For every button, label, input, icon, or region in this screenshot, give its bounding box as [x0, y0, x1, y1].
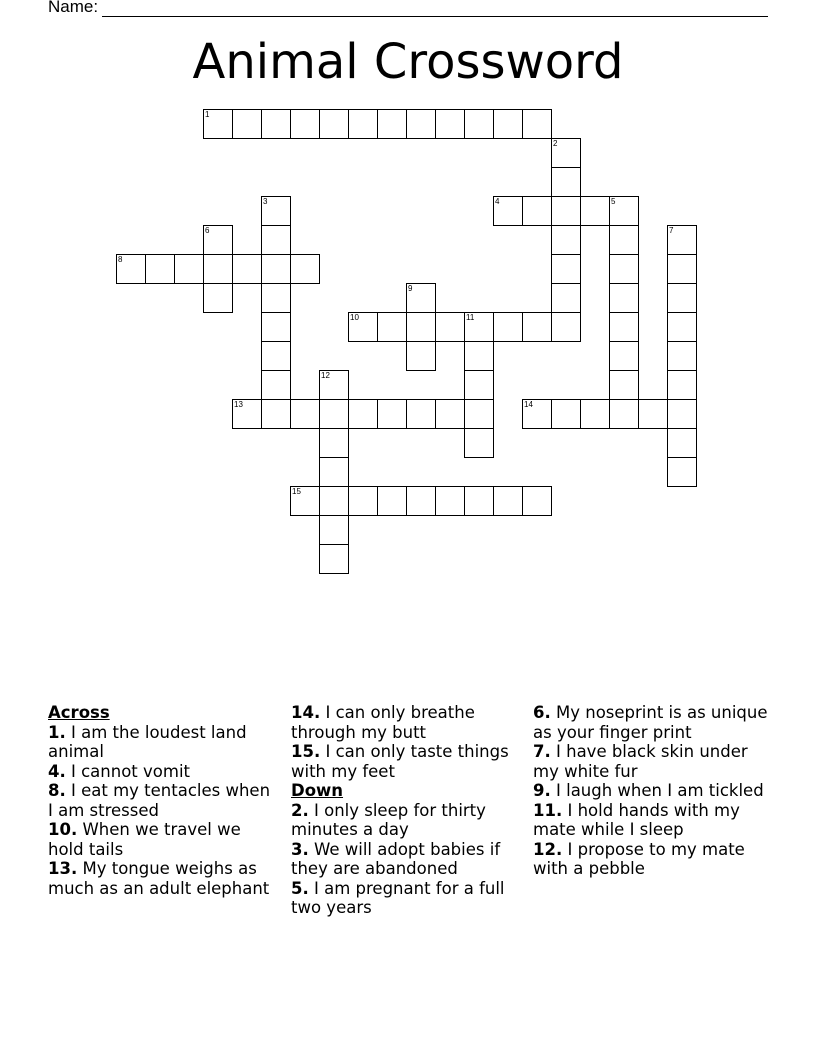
grid-cell[interactable] [319, 457, 349, 487]
clue-number: 8. [48, 781, 66, 800]
grid-cell[interactable] [493, 312, 523, 342]
grid-cell[interactable] [406, 283, 436, 313]
grid-cell[interactable] [609, 225, 639, 255]
grid-cell[interactable] [261, 399, 291, 429]
clue-number: 9. [533, 781, 551, 800]
clue-text: I can only taste things with my feet [291, 742, 509, 781]
grid-cell[interactable] [667, 399, 697, 429]
grid-cell[interactable] [522, 486, 552, 516]
clue-number: 1 [205, 110, 210, 119]
clue-across-14 [291, 703, 521, 742]
clue-text: We will adopt babies if they are abandoned [291, 839, 501, 878]
grid-cell[interactable] [319, 428, 349, 458]
clue-across-8 [48, 781, 278, 820]
grid-cell[interactable] [406, 486, 436, 516]
grid-cell[interactable] [493, 196, 523, 226]
clue-number: 15 [292, 487, 301, 496]
grid-cell[interactable] [551, 225, 581, 255]
grid-cell[interactable] [319, 399, 349, 429]
grid-cell[interactable] [377, 312, 407, 342]
clue-text: I propose to my mate with a pebble [533, 839, 745, 878]
clue-number: 10 [350, 313, 359, 322]
clue-across-15 [291, 742, 521, 781]
grid-cell[interactable] [667, 312, 697, 342]
clue-number: 15. [291, 742, 321, 761]
across-heading: Across [48, 703, 110, 722]
grid-cell[interactable] [667, 370, 697, 400]
grid-cell[interactable] [522, 312, 552, 342]
grid-cell[interactable] [406, 399, 436, 429]
grid-cell[interactable] [667, 341, 697, 371]
clue-number: 14 [524, 400, 533, 409]
clue-down-7 [533, 742, 773, 781]
clue-number: 8 [118, 255, 123, 264]
name-line[interactable] [102, 2, 768, 17]
grid-cell[interactable] [464, 312, 494, 342]
clue-number: 5. [291, 878, 309, 898]
grid-cell[interactable] [464, 109, 494, 139]
clue-number: 3. [291, 839, 309, 859]
down-heading: Down [291, 781, 344, 800]
clue-number: 12 [321, 371, 330, 380]
clue-number: 6 [205, 226, 210, 235]
grid-cell[interactable] [290, 399, 320, 429]
clue-text: I eat my tentacles when I am stressed [48, 781, 271, 820]
grid-cell[interactable] [464, 370, 494, 400]
clue-down-6 [533, 703, 773, 742]
grid-cell[interactable] [290, 486, 320, 516]
grid-cell[interactable] [667, 428, 697, 458]
clues-column-2 [291, 703, 521, 918]
grid-cell[interactable] [319, 515, 349, 545]
grid-cell[interactable] [609, 370, 639, 400]
clue-down-12 [533, 840, 773, 879]
grid-cell[interactable] [261, 341, 291, 371]
grid-cell[interactable] [348, 109, 378, 139]
grid-cell[interactable] [203, 225, 233, 255]
name-label: Name: [48, 0, 99, 16]
grid-cell[interactable] [551, 167, 581, 197]
grid-cell[interactable] [203, 254, 233, 284]
grid-cell[interactable] [609, 283, 639, 313]
grid-cell[interactable] [174, 254, 204, 284]
grid-cell[interactable] [667, 283, 697, 313]
clue-number: 7. [533, 742, 551, 761]
grid-cell[interactable] [667, 457, 697, 487]
clue-across-1 [48, 723, 278, 762]
clue-number: 5 [611, 197, 616, 206]
grid-cell[interactable] [377, 399, 407, 429]
clue-number: 11 [466, 313, 475, 322]
grid-cell[interactable] [116, 254, 146, 284]
grid-cell[interactable] [609, 341, 639, 371]
grid-cell[interactable] [232, 254, 262, 284]
grid-cell[interactable] [348, 486, 378, 516]
clue-text: I am pregnant for a full two years [291, 878, 505, 917]
grid-cell[interactable] [609, 196, 639, 226]
clue-number: 3 [263, 197, 268, 206]
name-field[interactable] [48, 0, 768, 17]
page-title: Animal Crossword [192, 34, 624, 90]
clues-column-1 [48, 703, 278, 898]
clue-number: 12. [533, 839, 563, 859]
clue-down-9 [533, 781, 773, 801]
clue-number: 10. [48, 820, 78, 839]
grid-cell[interactable] [203, 109, 233, 139]
clue-number: 14. [291, 703, 321, 722]
clue-number: 2. [291, 800, 309, 820]
clue-down-5 [291, 879, 521, 918]
clue-text: I have black skin under my white fur [533, 742, 748, 781]
grid-cell[interactable] [261, 312, 291, 342]
grid-cell[interactable] [261, 370, 291, 400]
grid-cell[interactable] [667, 225, 697, 255]
grid-cell[interactable] [261, 109, 291, 139]
grid-cell[interactable] [348, 312, 378, 342]
clue-down-11 [533, 801, 773, 840]
clue-text: I hold hands with my mate while I sleep [533, 800, 740, 839]
clues-column-3 [533, 703, 773, 879]
grid-cell[interactable] [261, 283, 291, 313]
grid-cell[interactable] [319, 109, 349, 139]
grid-cell[interactable] [551, 399, 581, 429]
clue-number: 9 [408, 284, 413, 293]
grid-cell[interactable] [464, 399, 494, 429]
grid-cell[interactable] [319, 370, 349, 400]
grid-cell[interactable] [406, 109, 436, 139]
grid-cell[interactable] [261, 225, 291, 255]
grid-cell[interactable] [406, 312, 436, 342]
grid-cell[interactable] [551, 138, 581, 168]
grid-cell[interactable] [638, 399, 668, 429]
grid-cell[interactable] [551, 196, 581, 226]
grid-cell[interactable] [551, 254, 581, 284]
grid-cell[interactable] [493, 109, 523, 139]
clue-number: 4 [495, 197, 500, 206]
clue-number: 7 [669, 226, 674, 235]
clue-across-10 [48, 820, 278, 859]
grid-cell[interactable] [319, 544, 349, 574]
grid-cell[interactable] [261, 196, 291, 226]
clue-number: 2 [553, 139, 558, 148]
clue-down-2 [291, 801, 521, 840]
grid-cell[interactable] [667, 254, 697, 284]
grid-cell[interactable] [232, 109, 262, 139]
grid-cell[interactable] [261, 254, 291, 284]
clue-text: I cannot vomit [65, 761, 190, 781]
grid-cell[interactable] [551, 312, 581, 342]
grid-cell[interactable] [319, 486, 349, 516]
grid-cell[interactable] [435, 399, 465, 429]
clue-text: I can only breathe through my butt [291, 703, 475, 742]
grid-cell[interactable] [522, 399, 552, 429]
grid-cell[interactable] [493, 486, 523, 516]
grid-cell[interactable] [290, 254, 320, 284]
clue-number: 13 [234, 400, 243, 409]
clue-down-3 [291, 840, 521, 879]
clue-text: My noseprint is as unique as your finger print [533, 703, 768, 742]
grid-cell[interactable] [435, 109, 465, 139]
grid-cell[interactable] [464, 486, 494, 516]
clue-number: 11. [533, 800, 563, 820]
clue-across-4 [48, 762, 278, 782]
grid-cell[interactable] [551, 283, 581, 313]
grid-cell[interactable] [290, 109, 320, 139]
grid-cell[interactable] [377, 109, 407, 139]
grid-cell[interactable] [609, 312, 639, 342]
grid-cell[interactable] [348, 399, 378, 429]
clue-text: I am the loudest land animal [48, 722, 247, 761]
grid-cell[interactable] [580, 196, 610, 226]
grid-cell[interactable] [232, 399, 262, 429]
grid-cell[interactable] [464, 341, 494, 371]
clue-number: 4. [48, 761, 66, 781]
grid-cell[interactable] [609, 254, 639, 284]
clue-across-13 [48, 859, 278, 898]
grid-cell[interactable] [145, 254, 175, 284]
grid-cell[interactable] [522, 196, 552, 226]
clue-text: My tongue weighs as much as an adult elephant [48, 859, 270, 898]
grid-cell[interactable] [580, 399, 610, 429]
clue-text: I laugh when I am tickled [550, 781, 764, 800]
grid-cell[interactable] [406, 341, 436, 371]
grid-cell[interactable] [203, 283, 233, 313]
clue-text: I only sleep for thirty minutes a day [291, 800, 486, 839]
grid-cell[interactable] [377, 486, 407, 516]
clue-number: 6. [533, 703, 551, 722]
grid-cell[interactable] [435, 312, 465, 342]
clue-text: When we travel we hold tails [48, 820, 241, 859]
grid-cell[interactable] [609, 399, 639, 429]
clue-number: 13. [48, 859, 78, 878]
grid-cell[interactable] [464, 428, 494, 458]
grid-cell[interactable] [435, 486, 465, 516]
clue-number: 1. [48, 722, 66, 742]
grid-cell[interactable] [522, 109, 552, 139]
